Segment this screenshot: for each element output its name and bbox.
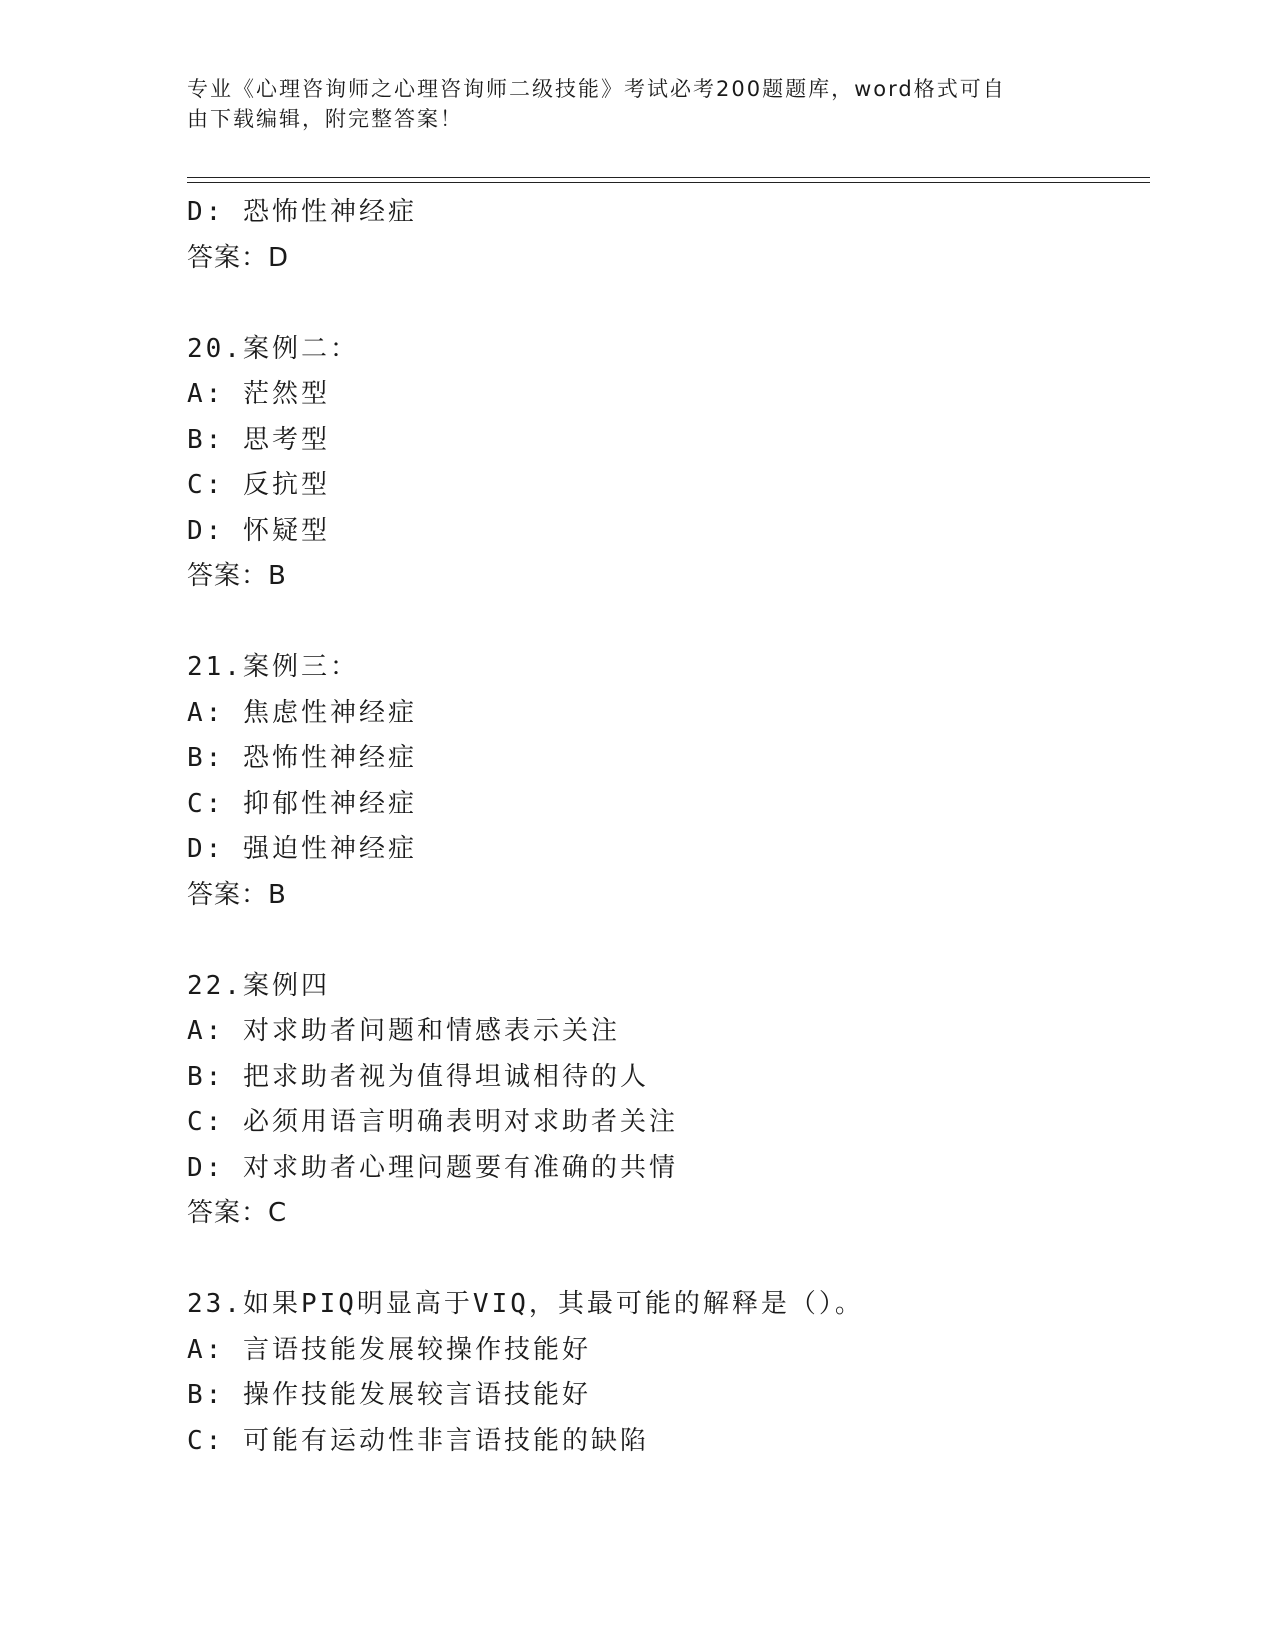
spacer [187,281,1147,327]
option-d: D: 对求助者心理问题要有准确的共情 [187,1152,678,1183]
answer: 答案：B [187,561,287,591]
question-title: 20.案例二： [187,333,359,364]
spacer [187,1237,1147,1283]
question-list [187,190,1147,1464]
answer: 答案：D [187,242,290,273]
answer: 答案：B [187,879,287,910]
question-title: 22.案例四 [187,970,330,1001]
question-23 [187,1282,1147,1464]
option-c: C: 抑郁性神经症 [187,788,417,819]
header-divider-bottom [187,182,1150,183]
header-line-2: 由下载编辑，附完整答案！ [187,107,463,131]
option-c: C: 可能有运动性非言语技能的缺陷 [187,1425,649,1456]
option-d: D: 恐怖性神经症 [187,197,417,227]
option-c: C: 必须用语言明确表明对求助者关注 [187,1107,678,1137]
answer: 答案：C [187,1198,288,1228]
header-line-1: 专业《心理咨询师之心理咨询师二级技能》考试必考200题题库，word格式可自 [187,77,1006,101]
option-b: B: 操作技能发展较言语技能好 [187,1380,591,1410]
question-title: 21.案例三： [187,652,359,682]
question-22 [187,964,1147,1237]
option-b: B: 思考型 [187,424,330,455]
spacer [187,600,1147,646]
option-d: D: 怀疑型 [187,515,330,546]
option-a: A: 茫然型 [187,379,330,409]
question-21 [187,645,1147,918]
option-c: C: 反抗型 [187,470,330,500]
question-20 [187,327,1147,600]
page-header [187,74,1067,134]
option-d: D: 强迫性神经症 [187,834,417,864]
option-a: A: 对求助者问题和情感表示关注 [187,1016,620,1046]
spacer [187,918,1147,964]
question-19-tail [187,190,1147,281]
option-a: A: 言语技能发展较操作技能好 [187,1334,591,1365]
option-b: B: 恐怖性神经症 [187,743,417,773]
option-a: A: 焦虑性神经症 [187,697,417,728]
question-title: 23.如果PIQ明显高于VIQ，其最可能的解释是（）。 [187,1289,864,1319]
header-divider-top [187,177,1150,178]
option-b: B: 把求助者视为值得坦诚相待的人 [187,1061,649,1092]
